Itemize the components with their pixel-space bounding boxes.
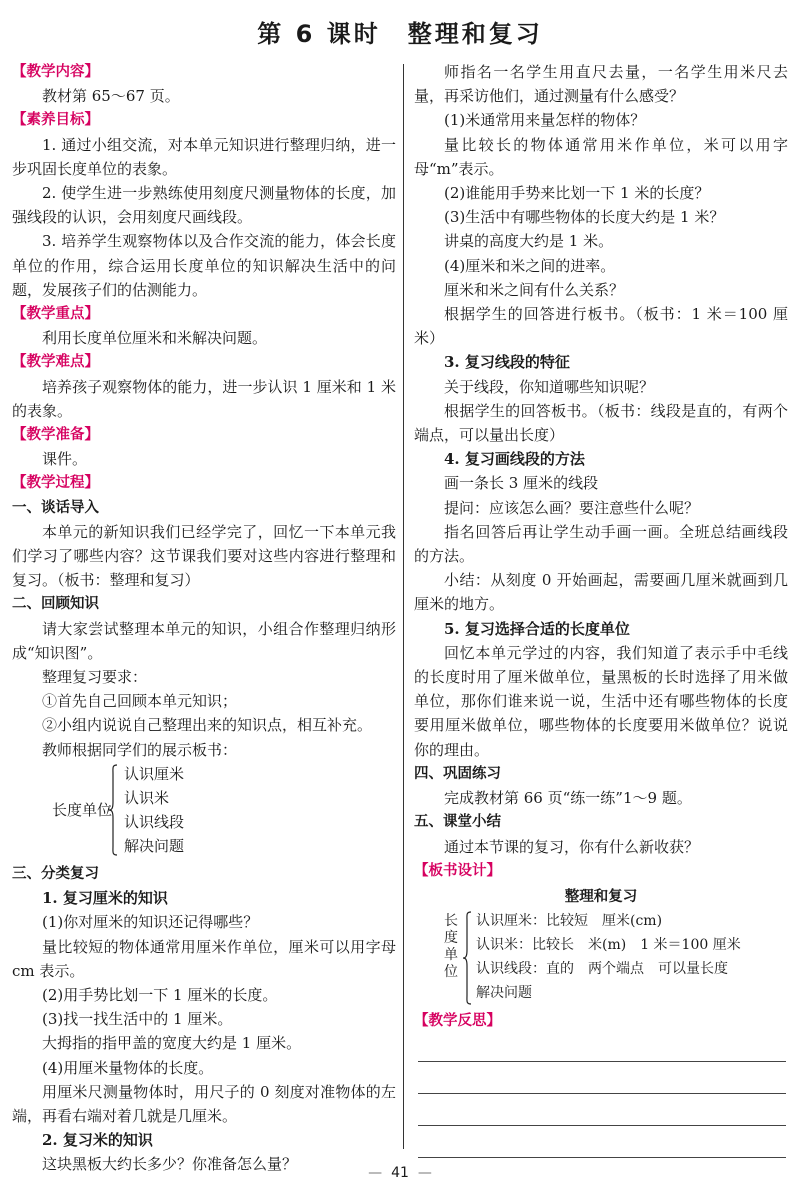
curly-brace-icon	[108, 764, 118, 856]
knowledge-item: 认识米	[124, 789, 170, 808]
board-row: 认识线段：直的 两个端点 可以量长度	[476, 961, 728, 978]
right-p7: (4)厘米和米之间的进率。	[444, 256, 616, 275]
tag-process: 【教学过程】	[12, 475, 99, 492]
preparation: 课件。	[42, 450, 88, 469]
section-3-1e: 大拇指的指甲盖的宽度大约是 1 厘米。	[42, 1034, 302, 1053]
right-p14: 画一条长 3 厘米的线段	[444, 474, 599, 493]
section-3-1b: 量比较短的物体通常用厘米作单位，厘米可以用字母 cm 表示。	[12, 937, 396, 980]
right-p16: 指名回答后再让学生动手画一画。全班总结画线段的方法。	[414, 522, 788, 566]
section-2-heading: 二、回顾知识	[12, 596, 99, 613]
section-3-1c: (2)用手势比划一下 1 厘米的长度。	[42, 985, 278, 1004]
right-p17: 小结：从刻度 0 开始画起，需要画几厘米就画到几厘米的地方。	[414, 571, 788, 614]
section-4-text: 完成教材第 66 页“练一练”1～9 题。	[444, 789, 692, 808]
goal-3: 3. 培养学生观察物体以及合作交流的能力，体会长度单位的作用，综合运用长度单位的知识解决生活中的问题，发展孩子们的估测能力。	[12, 232, 396, 299]
right-p4: (2)谁能用手势来比划一下 1 米的长度？	[444, 184, 710, 203]
section-2-board: 教师根据同学们的展示板书：	[42, 740, 238, 759]
right-column	[414, 60, 788, 1189]
section-1-heading: 一、谈话导入	[12, 499, 99, 516]
board-row: 解决问题	[476, 985, 532, 1002]
board-label: 长度单位	[444, 913, 458, 981]
left-column	[12, 60, 396, 1177]
tag-board-design: 【板书设计】	[414, 862, 501, 879]
right-p1: 师指名一名学生用直尺去量，一名学生用米尺去量，再采访他们，通过测量有什么感受？	[414, 63, 788, 106]
section-3-1g: 用厘米尺测量物体时，用尺子的 0 刻度对准物体的左端，再看右端对着几就是几厘米。	[12, 1082, 396, 1125]
section-3-heading: 三、分类复习	[12, 865, 99, 882]
right-p5: (3)生活中有哪些物体的长度大约是 1 米？	[444, 208, 725, 227]
knowledge-map-label: 长度单位	[52, 800, 113, 819]
section-5-text: 通过本节课的复习，你有什么新收获？	[444, 837, 700, 856]
section-2-req-1: ①首先自己回顾本单元知识；	[42, 692, 238, 711]
page-number-footer: — 41 —	[368, 1165, 432, 1181]
tag-preparation: 【教学准备】	[12, 427, 99, 444]
reflection-line	[418, 1125, 786, 1126]
right-p9: 根据学生的回答进行板书。（板书：1 米＝100 厘米）	[414, 305, 788, 348]
knowledge-map	[52, 762, 396, 862]
difficulty: 培养孩子观察物体的能力，进一步认识 1 厘米和 1 米的表象。	[12, 377, 396, 420]
section-2-requirements: 整理复习要求：	[42, 668, 148, 687]
right-p2: (1)米通常用来量怎样的物体？	[444, 111, 646, 130]
reflection-line	[418, 1157, 786, 1158]
board-rows	[476, 909, 741, 1005]
tag-teaching-content: 【教学内容】	[12, 64, 99, 80]
key-point: 利用长度单位厘米和米解决问题。	[42, 329, 268, 348]
curly-brace-icon	[462, 911, 472, 1005]
section-3-2-heading: 2. 复习米的知识	[42, 1131, 153, 1150]
page-number: 41	[391, 1165, 409, 1181]
section-1-text: 本单元的新知识我们已经学完了，回忆一下本单元我们学习了哪些内容？这节课我们要对这些内容进行整理和复习。（板书：整理和复习）	[12, 522, 396, 590]
goal-1: 1. 通过小组交流，对本单元知识进行整理归纳，进一步巩固长度单位的表象。	[12, 135, 396, 178]
right-p10: 3. 复习线段的特征	[444, 353, 570, 372]
tag-difficulty: 【教学难点】	[12, 354, 99, 371]
column-divider	[403, 64, 404, 1149]
section-3-2a: 这块黑板大约长多少？你准备怎么量？	[42, 1155, 298, 1174]
section-2-req-2: ②小组内说说自己整理出来的知识点，相互补充。	[42, 716, 373, 735]
knowledge-map-items	[124, 762, 184, 859]
knowledge-item: 认识线段	[124, 813, 185, 832]
tag-reflection: 【教学反思】	[414, 1013, 501, 1030]
right-p6: 讲桌的高度大约是 1 米。	[444, 232, 614, 251]
right-p13: 4. 复习画线段的方法	[444, 450, 585, 469]
board-title: 整理和复习	[564, 888, 638, 905]
teaching-content: 教材第 65～67 页。	[42, 87, 180, 106]
section-2-text: 请大家尝试整理本单元的知识，小组合作整理归纳形成“知识图”。	[12, 619, 396, 662]
knowledge-item: 认识厘米	[124, 764, 185, 783]
right-p8: 厘米和米之间有什么关系？	[444, 280, 625, 299]
right-p19: 回忆本单元学过的内容，我们知道了表示手中毛线的长度时用了厘米做单位，量黑板的长时选择了用米做单位，那你们谁来说一说，生活中还有哪些物体的长度要用厘米做单位，哪些物体的长度要用米做单位？说说你的理由。	[414, 643, 788, 759]
tag-goals: 【素养目标】	[12, 112, 99, 129]
right-p18: 5. 复习选择合适的长度单位	[444, 619, 630, 638]
section-5-heading: 五、课堂小结	[414, 814, 501, 831]
board-design	[442, 909, 788, 1009]
section-3-1-heading: 1. 复习厘米的知识	[42, 889, 168, 908]
right-p12: 根据学生的回答板书。（板书：线段是直的，有两个端点，可以量出长度）	[414, 401, 788, 445]
goal-2: 2. 使学生进一步熟练使用刻度尺测量物体的长度，加强线段的认识，会用刻度尺画线段。	[12, 184, 396, 227]
section-3-1a: (1)你对厘米的知识还记得哪些？	[42, 913, 259, 932]
board-row: 认识米：比较长 米(m) 1 米＝100 厘米	[476, 937, 741, 954]
section-3-1f: (4)用厘米量物体的长度。	[42, 1058, 214, 1077]
section-4-heading: 四、巩固练习	[414, 765, 501, 782]
right-p3: 量比较长的物体通常用米作单位，米可以用字母“m”表示。	[414, 135, 788, 178]
section-3-1d: (3)找一找生活中的 1 厘米。	[42, 1010, 233, 1029]
lesson-title: 第 6 课时 整理和复习	[257, 20, 543, 48]
right-p11: 关于线段，你知道哪些知识呢？	[444, 377, 655, 396]
knowledge-item: 解决问题	[124, 837, 185, 856]
right-p15: 提问：应该怎么画？要注意些什么呢？	[444, 498, 700, 517]
tag-key-point: 【教学重点】	[12, 306, 99, 323]
reflection-line	[418, 1093, 786, 1094]
reflection-line	[418, 1061, 786, 1062]
board-row: 认识厘米：比较短 厘米(cm)	[476, 913, 663, 930]
